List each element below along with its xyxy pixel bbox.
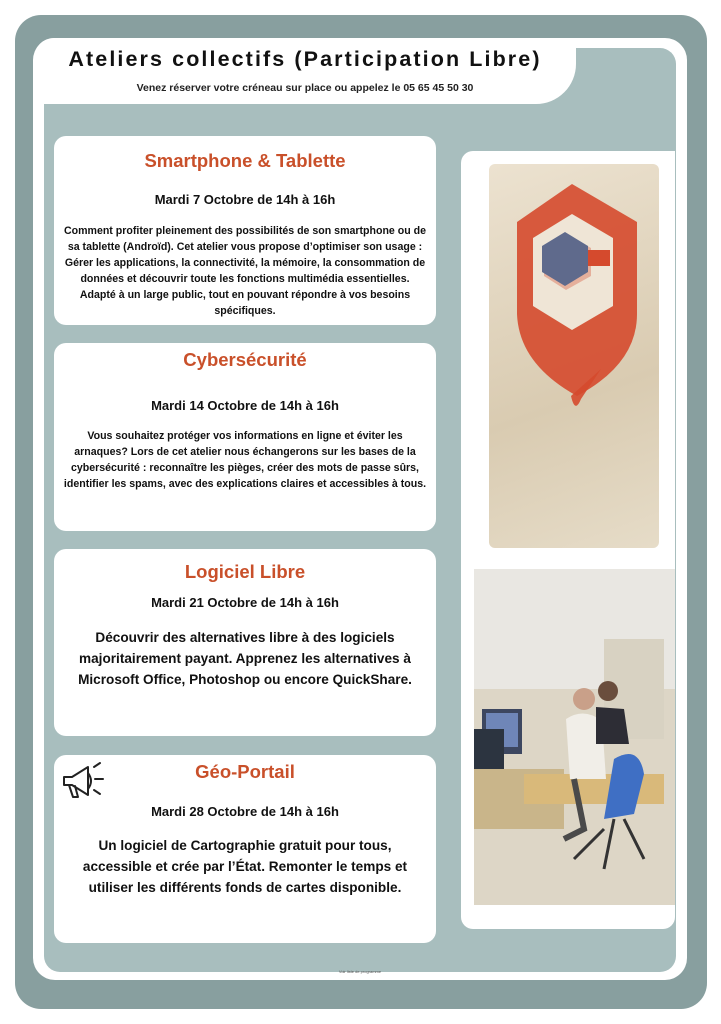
workshop-card-geo-portail <box>54 755 436 943</box>
workshop-card-cybersecurite <box>54 343 436 531</box>
workshop-description: Découvrir des alternatives libre à des logiciels majoritairement payant. Apprenez les alternatives à Microsoft Office, Photoshop ou encore QuickShare. <box>78 630 412 687</box>
workshop-title: Smartphone & Tablette <box>144 150 346 171</box>
workshop-date: Mardi 21 Octobre de 14h à 16h <box>151 595 339 610</box>
workshop-title: Cybersécurité <box>183 349 307 370</box>
workshop-description: Comment profiter pleinement des possibilités de son smartphone ou de sa tablette (Androïd). Cet atelier vous propose d’optimiser son usage : Gérer les applications, la connectivité, la mémoire, la consommation de données et découvrir toute les fonctions multimédia essentielles. Adapté à un large public, tout en pouvant répondre à vos besoins spécifiques. <box>63 225 426 317</box>
workshop-title: Logiciel Libre <box>184 561 306 582</box>
workshop-description: Un logiciel de Cartographie gratuit pour tous, accessible et crée par l’État. Remonter le temps et utiliser les différents fonds de cartes disponible. <box>82 838 408 895</box>
workshop-date: Mardi 28 Octobre de 14h à 16h <box>151 804 339 819</box>
workshop-card-smartphone <box>54 136 436 325</box>
workshop-card-logiciel-libre <box>54 549 436 736</box>
workshop-date: Mardi 14 Octobre de 14h à 16h <box>151 398 339 413</box>
footer-note: Voir liste de programme <box>338 969 382 974</box>
header <box>34 38 576 104</box>
workshop-date: Mardi 7 Octobre de 14h à 16h <box>154 192 336 207</box>
logo-banner-image <box>489 164 659 548</box>
workshop-title: Géo-Portail <box>195 761 295 782</box>
workshop-photo <box>474 569 675 905</box>
page-subtitle: Venez réserver votre créneau sur place ou appelez le 05 65 45 50 30 <box>136 82 474 94</box>
page-title: Ateliers collectifs (Participation Libre) <box>68 47 542 71</box>
workshop-description: Vous souhaitez protéger vos informations en ligne et éviter les arnaques? Lors de cet atelier nous échangerons sur les bases de la cybersécurité : reconnaître les pièges, créer des mots de passe sûrs, identifier les spams, avec des explications claires et accessibles à tous. <box>63 430 427 490</box>
